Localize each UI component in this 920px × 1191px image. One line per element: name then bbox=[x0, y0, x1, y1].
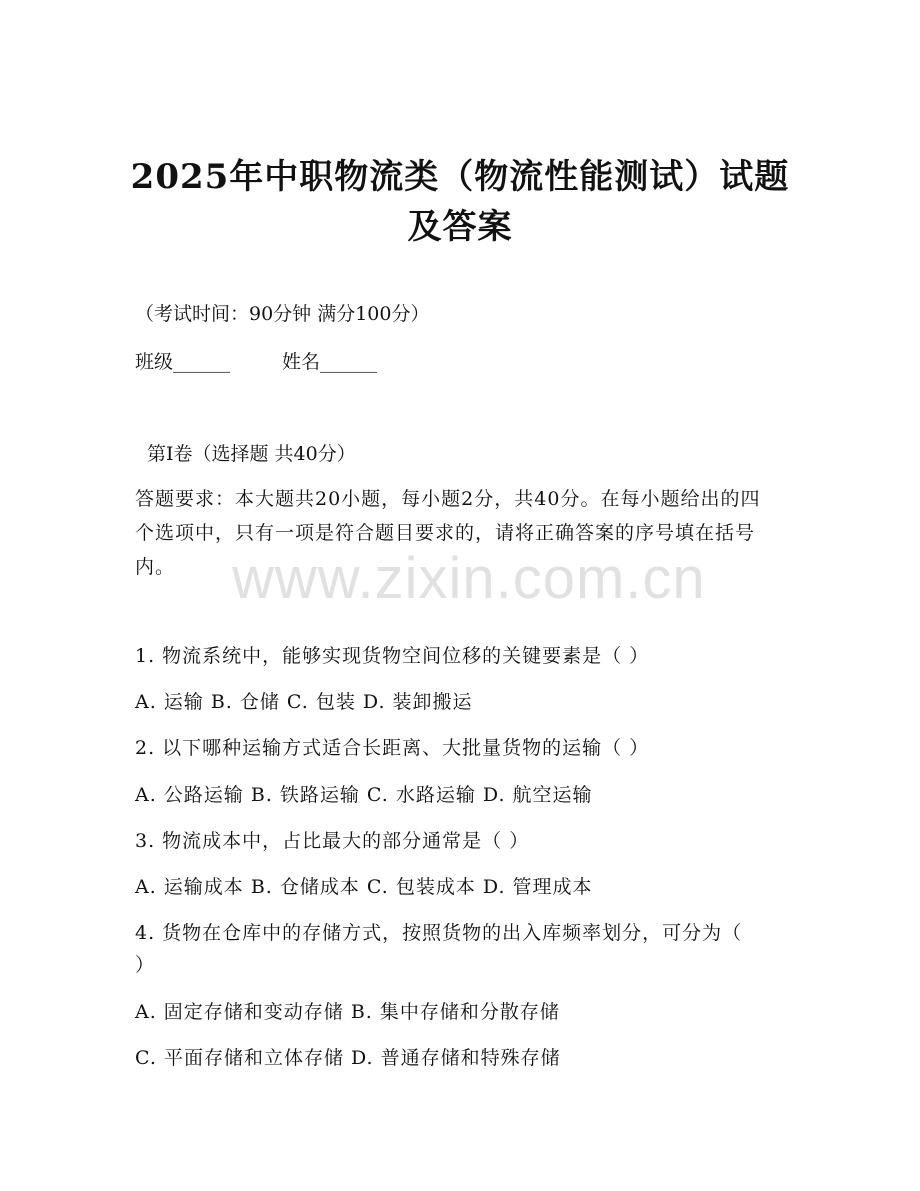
question-1-options: A. 运输 B. 仓储 C. 包装 D. 装卸搬运 bbox=[135, 691, 473, 713]
question-3-stem: 3. 物流成本中，占比最大的部分通常是（ ） bbox=[135, 830, 530, 852]
question-3-options: A. 运输成本 B. 仓储成本 C. 包装成本 D. 管理成本 bbox=[135, 876, 593, 898]
watermark: www.zixin.com.cn bbox=[232, 546, 706, 611]
question-2-stem: 2. 以下哪种运输方式适合长距离、大批量货物的运输（ ） bbox=[135, 737, 650, 759]
question-2-options: A. 公路运输 B. 铁路运输 C. 水路运输 D. 航空运输 bbox=[135, 784, 593, 806]
question-4-stem-line2: ） bbox=[135, 954, 156, 976]
exam-info: （考试时间：90分钟 满分100分） bbox=[135, 303, 430, 325]
question-4-options-line2: C. 平面存储和立体存储 D. 普通存储和特殊存储 bbox=[135, 1047, 561, 1069]
student-info-row bbox=[135, 345, 785, 379]
name-field: 姓名______ bbox=[282, 351, 378, 373]
question-4-stem-line1: 4. 货物在仓库中的存储方式，按照货物的出入库频率划分，可分为（ bbox=[135, 922, 743, 944]
document-title: 2025年中职物流类（物流性能测试）试题及答案 bbox=[130, 157, 790, 247]
instructions: 答题要求：本大题共20小题，每小题2分，共40分。在每小题给出的四个选项中，只有一项是符合题目要求的，请将正确答案的序号填在括号内。 bbox=[135, 488, 761, 578]
class-field: 班级______ bbox=[135, 351, 231, 373]
question-4-options-line1: A. 固定存储和变动存储 B. 集中存储和分散存储 bbox=[135, 1001, 560, 1023]
section-heading: 第Ⅰ卷（选择题 共40分） bbox=[147, 443, 356, 465]
question-1-stem: 1. 物流系统中，能够实现货物空间位移的关键要素是（ ） bbox=[135, 645, 650, 667]
